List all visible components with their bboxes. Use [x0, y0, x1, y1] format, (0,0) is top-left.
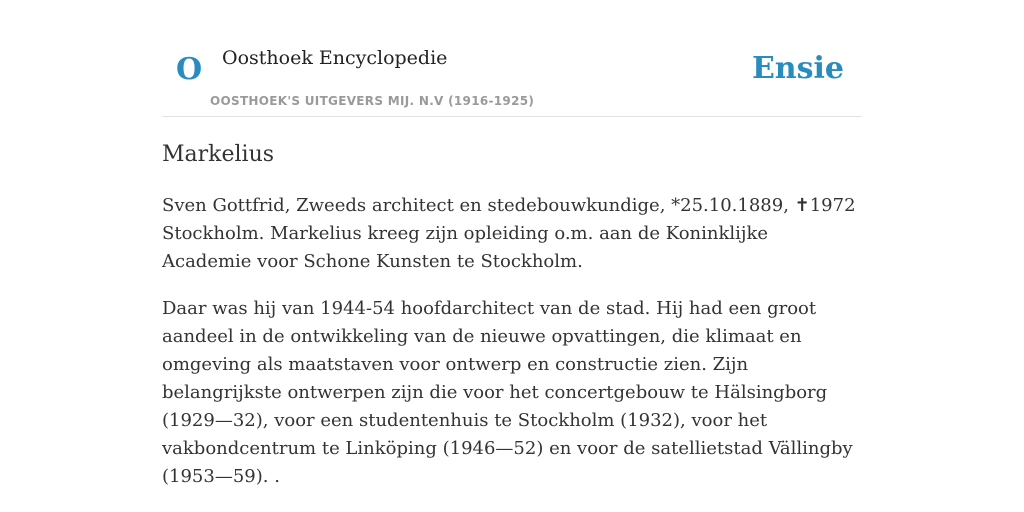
entry-paragraph: Daar was hij van 1944-54 hoofdarchitect van de stad. Hij had een groot aandeel in de ontwikkeling van de nieuwe opvattingen, die klimaat en omgeving als maatstaven voor ontwerp en constructie zien. Zijn belangrijkste ontwerpen zijn die voor het concertgebouw te Hälsingborg (1929—32), voor een studentenhuis te Stockholm (1932), voor het vakbondcentrum te Linköping (1946—52) en voor de satellietstad Vällingby (1953—59). . — [162, 298, 853, 487]
source-logo[interactable]: O — [176, 52, 203, 87]
source-title-link[interactable]: Oosthoek Encyclopedie — [222, 47, 448, 69]
publisher-label: OOSTHOEK'S UITGEVERS MIJ. N.V (1916-1925) — [210, 94, 535, 108]
entry-title: Markelius — [162, 142, 275, 167]
entry-content — [162, 192, 862, 510]
source-header — [162, 30, 862, 117]
entry-paragraph: Sven Gottfrid, Zweeds architect en stedebouwkundige, *25.10.1889, ✝1972 Stockholm. Markelius kreeg zijn opleiding o.m. aan de Koninklijke Academie voor Schone Kunsten te Stockholm. — [162, 195, 856, 272]
ensie-logo[interactable]: Ensie — [751, 51, 844, 86]
